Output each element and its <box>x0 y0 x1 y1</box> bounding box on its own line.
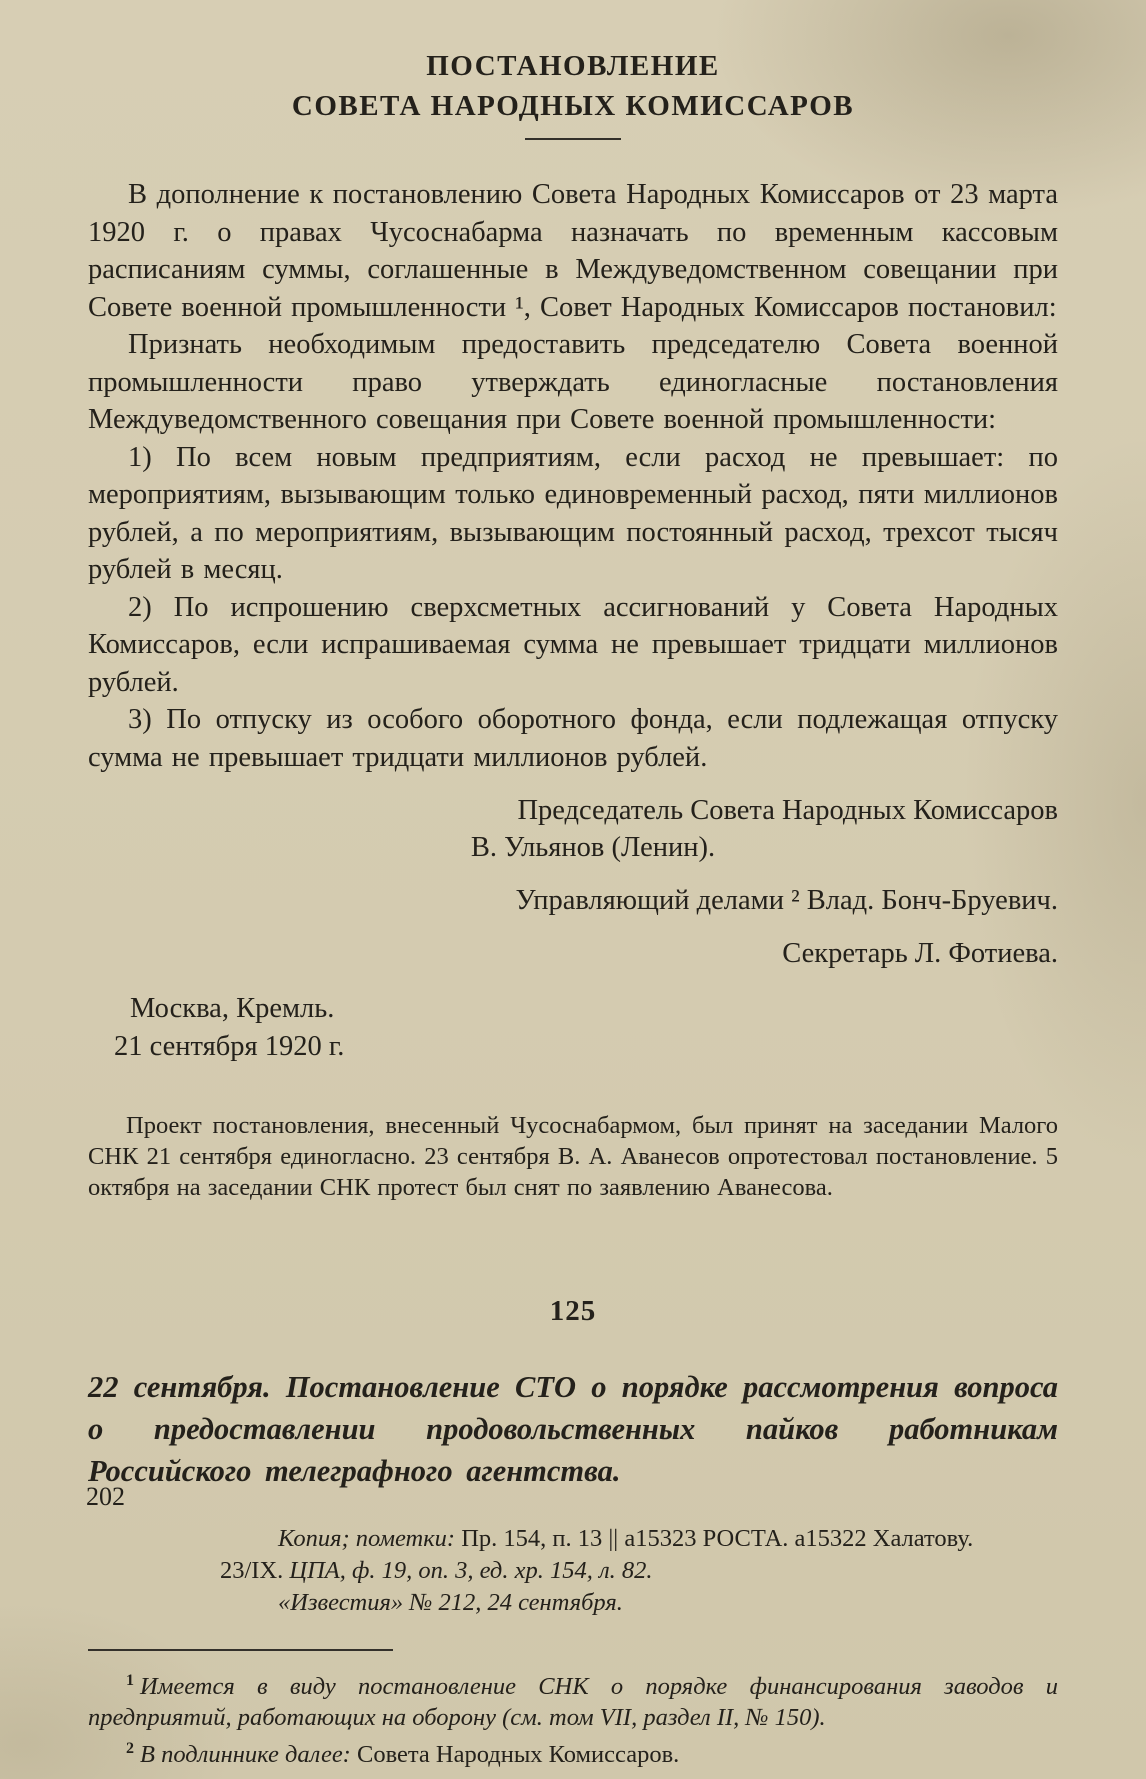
signature-block <box>88 792 1058 972</box>
signature-chairman-title: Председатель Совета Народных Комиссаров <box>517 795 1058 826</box>
source-izvestia: «Известия» № 212, 24 сентября. <box>278 1588 623 1616</box>
footnote-2-rest: Совета Народных Комиссаров. <box>350 1740 680 1768</box>
signature-manager: Управляющий делами ² Влад. Бонч-Бруевич. <box>515 885 1058 916</box>
footnote-2-text: В подлиннике далее: <box>140 1740 351 1768</box>
decree-place: Москва, Кремль. <box>130 993 335 1024</box>
footnote-divider <box>88 1649 393 1651</box>
decree-paragraph: 1) По всем новым предприятиям, если расход не превышает: по мероприятиям, вызывающим только единовременный расход, пяти миллионов рублей, а по мероприятиям, вызывающим постоянный расход, трехсот тысяч рублей в месяц. <box>88 441 1058 585</box>
decree-title-line1: ПОСТАНОВЛЕНИЕ <box>426 50 720 82</box>
footnote-2 <box>88 1733 1058 1770</box>
decree-paragraph: 3) По отпуску из особого оборотного фонда, если подлежащая отпуску сумма не превышает тридцати миллионов рублей. <box>88 704 1058 773</box>
source-archive: ЦПА, ф. 19, оп. 3, ед. хр. 154, л. 82. <box>289 1556 653 1584</box>
footnote-1-marker: 1 <box>126 1671 134 1689</box>
source-label: Копия; пометки: <box>278 1524 456 1552</box>
decree-title <box>88 46 1058 126</box>
page-number: 202 <box>86 1482 125 1511</box>
footnote-1-text: Имеется в виду постановление СНК о порядке финансирования заводов и предприятий, работающих на оборону (см. том VII, раздел II, № 150). <box>88 1672 1058 1731</box>
entry-number: 125 <box>549 1295 597 1327</box>
editorial-note: Проект постановления, внесенный Чусоснабармом, был принят на заседании Малого СНК 21 сентября единогласно. 23 сентября В. А. Аванесов опротестовал постановление. 5 октября на заседании СНК протест был снят по заявлению Аванесова. <box>88 1112 1058 1201</box>
place-date-block <box>88 990 1058 1066</box>
decree-paragraph: Признать необходимым предоставить председателю Совета военной промышленности право утверждать единогласные постановления Междуведомственного совещания при Совете военной промышленности: <box>88 329 1058 435</box>
title-divider <box>525 138 621 140</box>
decree-paragraph: В дополнение к постановлению Совета Народных Комиссаров от 23 марта 1920 г. о правах Чусоснабарма назначать по временным кассовым расписаниям суммы, соглашенные в Междуведомственном совещании при Совете военной промышленности ¹, Совет Народных Комиссаров постановил: <box>88 179 1058 323</box>
signature-chairman-name: В. Ульянов (Ленин). <box>470 832 716 863</box>
decree-date: 21 сентября 1920 г. <box>114 1031 345 1062</box>
entry-heading: 22 сентября. Постановление СТО о порядке рассмотрения вопроса о предоставлении продовольственных пайков работникам Российского телеграфного агентства. <box>88 1370 1058 1488</box>
decree-title-line2: СОВЕТА НАРОДНЫХ КОМИССАРОВ <box>291 90 855 122</box>
footnote-1 <box>88 1665 1058 1733</box>
decree-body <box>88 176 1058 776</box>
source-block <box>88 1523 1058 1619</box>
source-line <box>220 1523 1018 1587</box>
source-text: Пр. 154, п. 13 || а15323 РОСТА. а15322 Халатову. 23/IX. <box>220 1524 974 1584</box>
decree-paragraph: 2) По испрошению сверхсметных ассигнований у Совета Народных Комиссаров, если испрашиваемая сумма не превышает тридцати миллионов рублей. <box>88 591 1058 698</box>
footnote-2-marker: 2 <box>126 1739 134 1757</box>
signature-secretary: Секретарь Л. Фотиева. <box>782 938 1058 969</box>
footnotes <box>88 1665 1058 1770</box>
